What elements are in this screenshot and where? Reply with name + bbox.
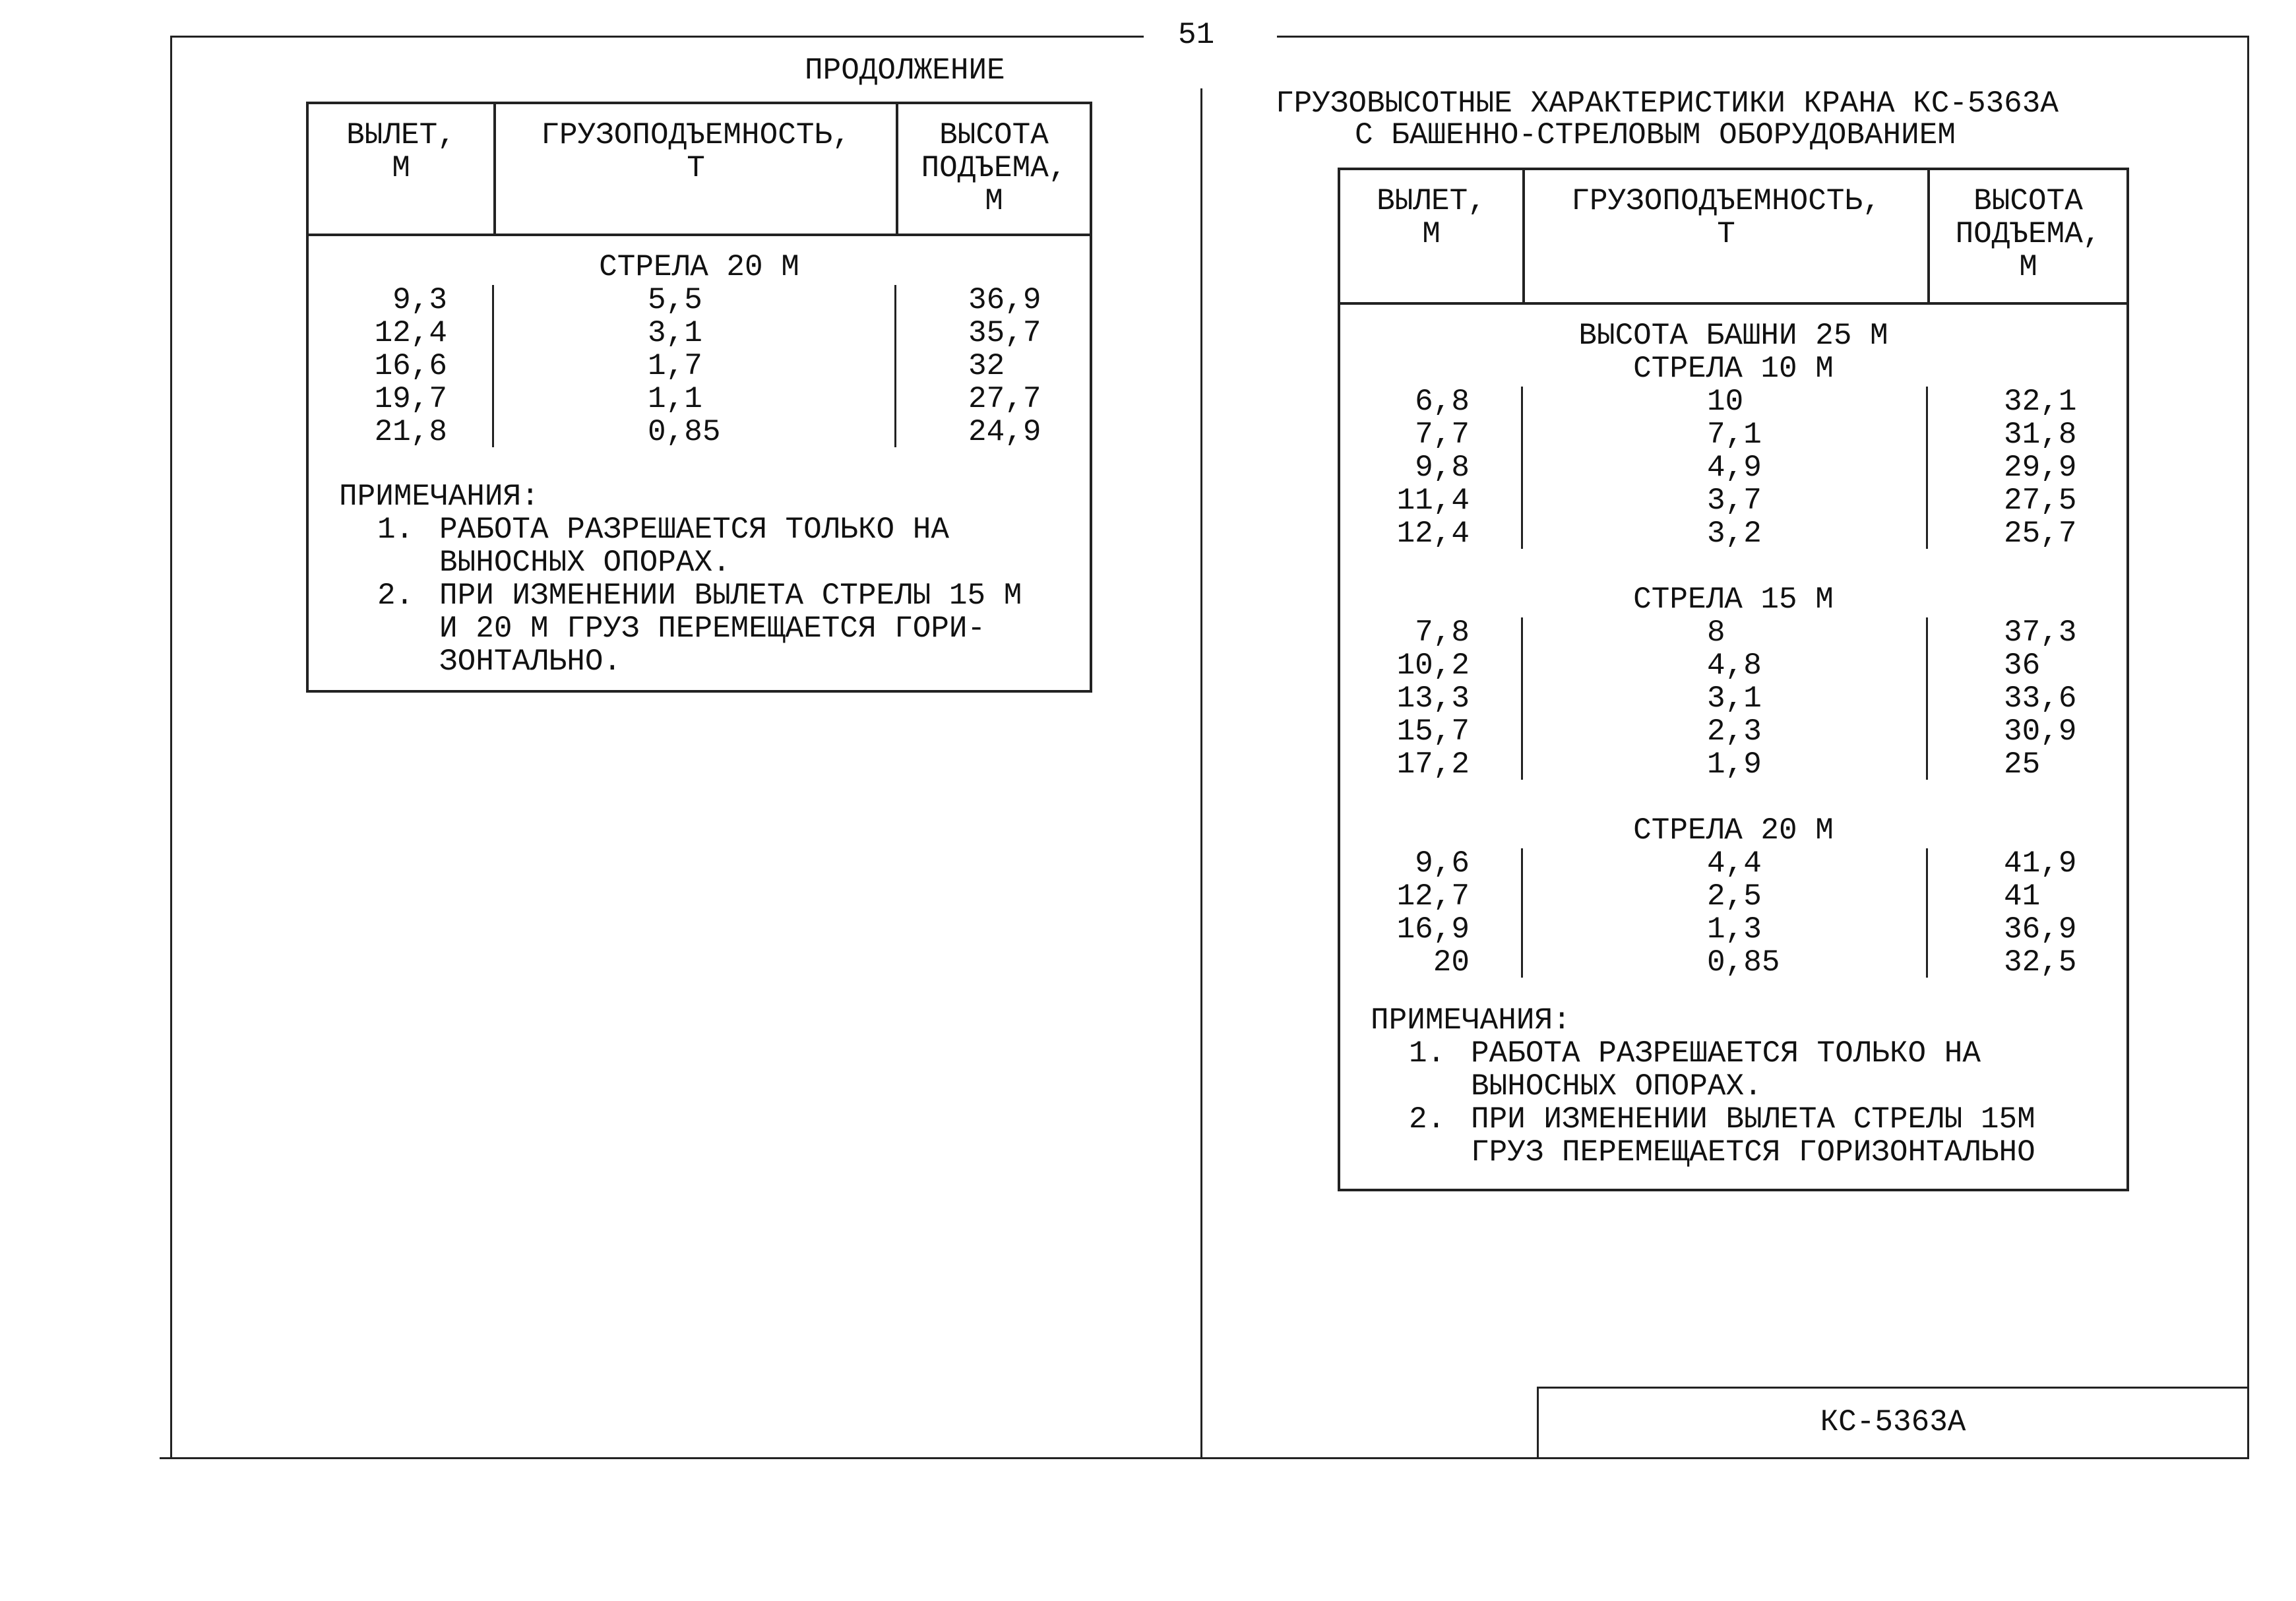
cell-capacity: 3,7 [1707,484,1762,518]
cell-height: 25,7 [2004,517,2077,551]
cell-capacity: 3,2 [1707,517,1762,551]
note-line: ВЫНОСНЫХ ОПОРАХ. [439,546,731,580]
cell-reach: 16,9 [1396,912,1470,947]
section-title: СТРЕЛА 10 М [1633,352,1834,386]
cell-reach: 11,4 [1396,484,1470,518]
table-row [309,284,1090,317]
table-row [1340,517,2126,550]
cell-capacity: 4,8 [1707,648,1762,683]
column-separator [894,285,896,447]
table-row [1340,880,2126,913]
cell-height: 35,7 [968,316,1041,350]
cell-height: 25 [2004,747,2041,782]
cell-height: 32,5 [2004,945,2077,980]
column-separator [1521,387,1523,549]
cell-capacity: 5,5 [648,283,702,317]
left-notes-title: ПРИМЕЧАНИЯ: [339,480,540,514]
table-row [309,317,1090,350]
right-load-table [1338,168,2129,1191]
cell-capacity: 2,3 [1707,714,1762,749]
cell-reach: 15,7 [1396,714,1470,749]
cell-capacity: 7,1 [1707,418,1762,452]
frame-top-right [1277,36,2249,38]
cell-capacity: 1,9 [1707,747,1762,782]
table-row [1340,913,2126,946]
table-row [309,416,1090,449]
table-row [1340,616,2126,649]
note-line: ГРУЗ ПЕРЕМЕЩАЕТСЯ ГОРИЗОНТАЛЬНО [1471,1135,2035,1170]
note-line: ПРИ ИЗМЕНЕНИИ ВЫЛЕТА СТРЕЛЫ 15 М [439,579,1022,613]
note-line: РАБОТА РАЗРЕШАЕТСЯ ТОЛЬКО НА [1471,1036,1981,1071]
cell-height: 31,8 [2004,418,2077,452]
cell-capacity: 1,3 [1707,912,1762,947]
cell-reach: 9,3 [392,283,447,317]
cell-height: 30,9 [2004,714,2077,749]
table-row [1340,946,2126,979]
table-row [309,350,1090,383]
cell-capacity: 0,85 [648,415,721,449]
header-reach: ВЫЛЕТ, М [1377,184,1486,251]
title-block-code: КС-5363А [1820,1405,1966,1439]
header-reach: ВЫЛЕТ, М [346,118,456,185]
cell-capacity: 1,7 [648,349,702,383]
table-row [1340,847,2126,880]
table-row [1340,484,2126,517]
cell-height: 29,9 [2004,451,2077,485]
column-separator [1521,617,1523,780]
table-row [309,383,1090,416]
cell-reach: 21,8 [374,415,447,449]
section-title: СТРЕЛА 20 М [599,250,799,284]
left-load-table [306,102,1092,693]
note-line: ПРИ ИЗМЕНЕНИИ ВЫЛЕТА СТРЕЛЫ 15М [1471,1102,2035,1137]
title-block [1537,1387,2247,1459]
column-separator [1926,387,1928,549]
right-table-header [1340,170,2126,305]
tower-height-label: ВЫСОТА БАШНИ 25 М [1578,319,1888,353]
cell-reach: 12,4 [374,316,447,350]
note-line: ВЫНОСНЫХ ОПОРАХ. [1471,1069,1762,1104]
cell-height: 36,9 [2004,912,2077,947]
table-row [1340,451,2126,484]
cell-reach: 16,6 [374,349,447,383]
column-separator [1926,617,1928,780]
frame-top-left [170,36,1144,38]
column-separator [492,285,494,447]
cell-capacity: 3,1 [648,316,702,350]
column-separator [1521,848,1523,978]
cell-reach: 7,7 [1415,418,1470,452]
cell-capacity: 10 [1707,385,1744,419]
continuation-label: ПРОДОЛЖЕНИЕ [805,53,1005,88]
cell-height: 36 [2004,648,2041,683]
cell-capacity: 8 [1707,615,1725,650]
table-row [1340,682,2126,715]
cell-height: 36,9 [968,283,1041,317]
section-title: СТРЕЛА 15 М [1633,582,1834,617]
header-height: ВЫСОТА ПОДЪЕМА, М [896,104,1090,234]
cell-reach: 12,7 [1396,879,1470,914]
cell-reach: 6,8 [1415,385,1470,419]
note-line: ЗОНТАЛЬНО. [439,644,622,679]
right-title-line2: С БАШЕННО-СТРЕЛОВЫМ ОБОРУДОВАНИЕМ [1355,118,1956,152]
note-line: И 20 М ГРУЗ ПЕРЕМЕЩАЕТСЯ ГОРИ- [439,612,986,646]
cell-reach: 9,8 [1415,451,1470,485]
frame-right [2247,36,2249,1459]
header-height: ВЫСОТА ПОДЪЕМА, М [1927,170,2126,302]
cell-height: 37,3 [2004,615,2077,650]
cell-height: 41,9 [2004,846,2077,881]
cell-height: 32,1 [2004,385,2077,419]
cell-capacity: 2,5 [1707,879,1762,914]
note-number: 2. [1409,1102,1446,1137]
cell-reach: 9,6 [1415,846,1470,881]
right-title-line1: ГРУЗОВЫСОТНЫЕ ХАРАКТЕРИСТИКИ КРАНА КС-5363А [1276,86,2059,121]
page-divider [1200,88,1202,1459]
frame-left [170,36,172,1459]
header-capacity: ГРУЗОПОДЪЕМНОСТЬ, Т [493,104,896,234]
section-title: СТРЕЛА 20 М [1633,813,1834,848]
cell-height: 27,7 [968,382,1041,416]
note-number: 2. [377,579,414,613]
cell-height: 32 [968,349,1005,383]
cell-reach: 12,4 [1396,517,1470,551]
cell-capacity: 4,9 [1707,451,1762,485]
table-row [1340,748,2126,781]
cell-reach: 20 [1433,945,1470,980]
cell-height: 27,5 [2004,484,2077,518]
cell-reach: 13,3 [1396,681,1470,716]
note-number: 1. [1409,1036,1446,1071]
cell-reach: 19,7 [374,382,447,416]
cell-height: 41 [2004,879,2041,914]
cell-height: 24,9 [968,415,1041,449]
right-notes-title: ПРИМЕЧАНИЯ: [1371,1003,1571,1038]
note-number: 1. [377,513,414,547]
cell-capacity: 1,1 [648,382,702,416]
table-row [1340,385,2126,418]
note-line: РАБОТА РАЗРЕШАЕТСЯ ТОЛЬКО НА [439,513,949,547]
column-separator [1926,848,1928,978]
cell-reach: 17,2 [1396,747,1470,782]
cell-capacity: 4,4 [1707,846,1762,881]
cell-reach: 7,8 [1415,615,1470,650]
cell-height: 33,6 [2004,681,2077,716]
cell-capacity: 3,1 [1707,681,1762,716]
table-row [1340,418,2126,451]
left-table-header [309,104,1090,236]
cell-capacity: 0,85 [1707,945,1780,980]
cell-reach: 10,2 [1396,648,1470,683]
header-capacity: ГРУЗОПОДЪЕМНОСТЬ, Т [1522,170,1927,302]
table-row [1340,715,2126,748]
table-row [1340,649,2126,682]
page-number: 51 [1178,18,1215,52]
